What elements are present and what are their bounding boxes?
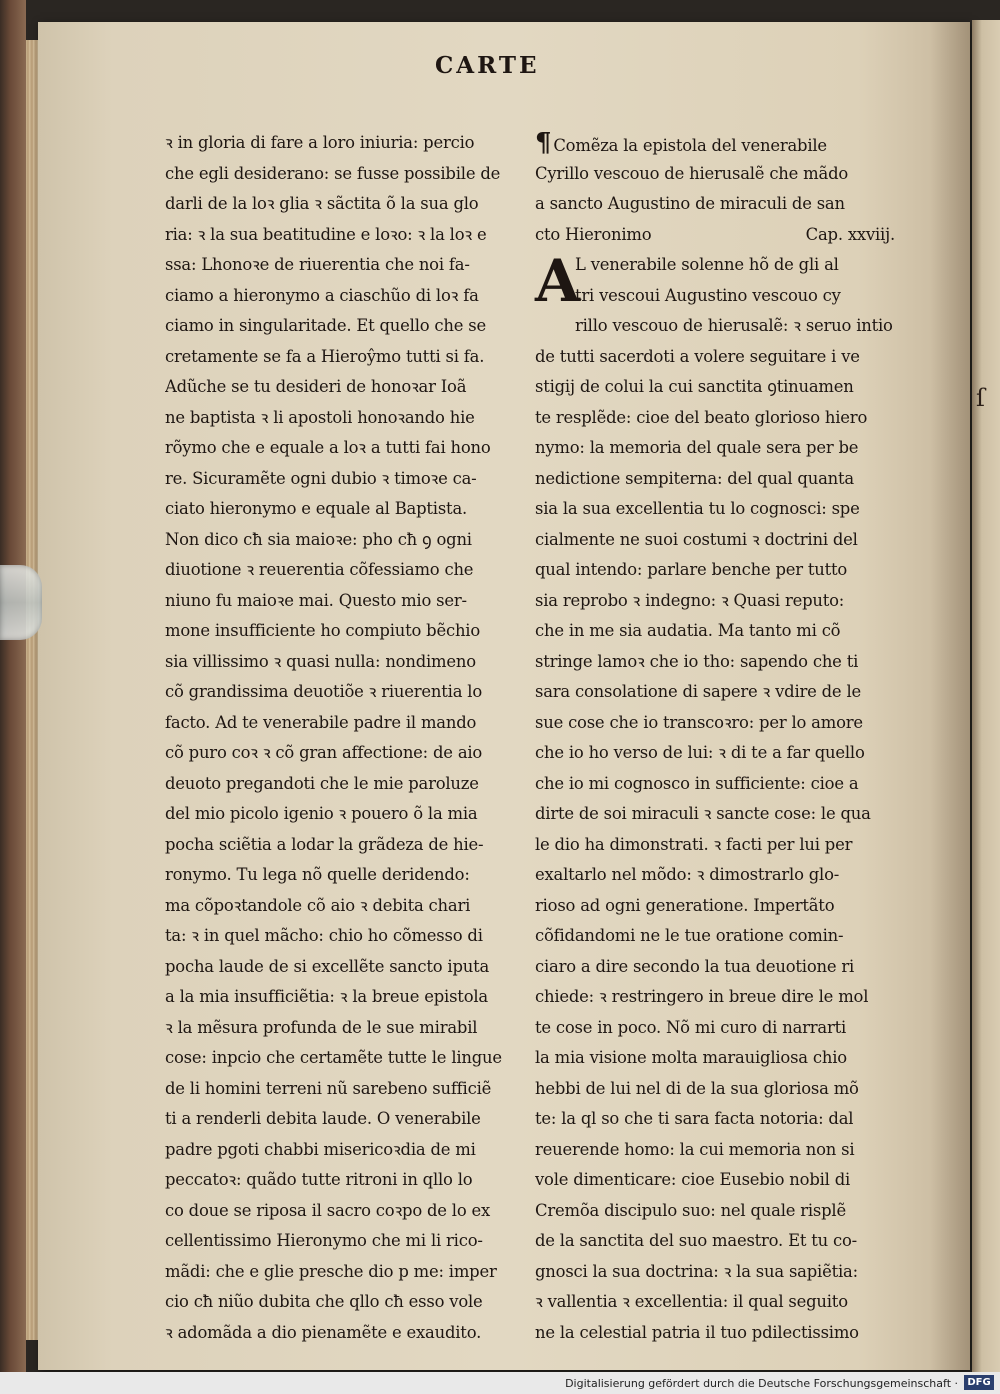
opening-line: te resplẽde: cioe del beato glorioso hiero <box>535 407 868 427</box>
right-body-line: sia reprobo ꝛ indegno: ꝛ Quasi reputo: <box>535 590 845 610</box>
right-body-line: dirte de soi miraculi ꝛ sancte cose: le qua <box>535 804 871 823</box>
page-clip <box>0 565 42 640</box>
left-column-line: ti a renderli debita laude. O venerabile <box>165 1109 481 1128</box>
heading-line <box>535 220 905 251</box>
chapter-opening <box>535 247 905 433</box>
opening-line: L venerabile solenne hõ de gli al <box>575 255 839 274</box>
right-body-line: te: la ql so che ti sara facta notoria: dal <box>535 1109 854 1128</box>
right-body-line: cõfidandomi ne le tue oratione comin- <box>535 926 844 945</box>
left-column-line: ꝛ adomãda a dio pienamẽte e exaudito. <box>165 1322 482 1342</box>
heading-line <box>535 128 905 159</box>
right-body-line: cialmente ne suoi costumi ꝛ doctrini del <box>535 529 858 549</box>
right-body-line: ciaro a dire secondo la tua deuotione ri <box>535 956 855 976</box>
facing-page-edge <box>972 20 1000 1372</box>
right-body-line: sara consolatione di sapere ꝛ vdire de le <box>535 682 861 701</box>
book-spine-edge <box>0 0 26 1394</box>
right-body-line: che in me sia audatia. Ma tanto mi cõ <box>535 621 841 640</box>
opening-lines <box>535 247 905 433</box>
right-body-line: te cose in poco. Nõ mi curo di narrarti <box>535 1017 847 1037</box>
left-column-line: ronymo. Tu lega nõ quelle deridendo: <box>165 865 470 884</box>
opening-line: de tutti sacerdoti a volere seguitare i ve <box>535 346 860 366</box>
left-column-line: ria: ꝛ la sua beatitudine e loꝛo: ꝛ la loꝛ e <box>165 224 487 244</box>
chapter-label: Cap. xxviij. <box>805 224 895 244</box>
heading-text: cto Hieronimo <box>535 224 652 244</box>
left-column-line: che egli desiderano: se fusse possibile de <box>165 163 501 183</box>
left-column-line: niuno fu maioꝛe mai. Questo mio ser- <box>165 590 467 610</box>
left-column-line: deuoto pregandoti che le mie paroluze <box>165 773 479 793</box>
left-column-line: diuotione ꝛ reuerentia cõfessiamo che <box>165 560 474 579</box>
dfg-logo: DFG <box>964 1375 994 1390</box>
right-column <box>535 128 905 1348</box>
left-column-line: re. Sicuramẽte ogni dubio ꝛ timoꝛe ca- <box>165 468 477 488</box>
right-body-line: la mia visione molta marauigliosa chio <box>535 1048 847 1067</box>
right-body-line: vole dimenticare: cioe Eusebio nobil di <box>535 1170 851 1189</box>
paragraph-mark-icon: ¶ <box>535 128 552 158</box>
heading-line <box>535 159 905 190</box>
left-column-line: mone insufficiente ho compiuto bẽchio <box>165 621 481 640</box>
decorated-initial: A <box>535 247 580 315</box>
left-column-line: cio cħ niũo dubita che qllo cħ esso vole <box>165 1292 483 1311</box>
right-body-line: gnosci la sua doctrina: ꝛ la sua sapiẽtia: <box>535 1261 858 1281</box>
heading-line <box>535 189 905 220</box>
right-body-line: qual intendo: parlare benche per tutto <box>535 560 848 579</box>
left-column-line: cellentissimo Hieronymo che mi li rico- <box>165 1231 483 1250</box>
left-column-line: cretamente se fa a Hieroŷmo tutti si fa. <box>165 346 485 366</box>
left-column-line: ciamo in singularitade. Et quello che se <box>165 316 486 335</box>
left-column-line: mãdi: che e glie presche dio p me: imper <box>165 1261 497 1281</box>
left-column-line: ciamo a hieronymo a ciaschũo di loꝛ fa <box>165 285 479 305</box>
right-body-line: stringe lamoꝛ che io tho: sapendo che ti <box>535 651 859 671</box>
right-body-line: Cremõa discipulo suo: nel quale risplẽ <box>535 1200 846 1220</box>
left-column-line: cõ puro coꝛ ꝛ cõ gran affectione: de aio <box>165 743 483 762</box>
right-body-line: che io mi cognosco in sufficiente: cioe a <box>535 773 859 793</box>
left-column-line: ma cõpoꝛtandole cõ aio ꝛ debita chari <box>165 895 471 915</box>
digitization-footer <box>0 1372 1000 1394</box>
left-column-line: ssa: Lhonoꝛe de riuerentia che noi fa- <box>165 255 470 274</box>
left-column-line: darli de la loꝛ glia ꝛ sãctita õ la sua glo <box>165 194 479 213</box>
left-column-line: ne baptista ꝛ li apostoli honoꝛando hie <box>165 407 475 427</box>
left-column-line: sia villissimo ꝛ quasi nulla: nondimeno <box>165 651 476 671</box>
heading-text: Comẽza la epistola del venerabile <box>553 136 827 155</box>
left-column <box>165 128 520 1348</box>
chapter-heading <box>535 128 905 250</box>
opening-line: stigij de colui la cui sanctita ꝯtinuamen <box>535 377 854 396</box>
right-body-line: chiede: ꝛ restringero in breue dire le mol <box>535 987 869 1006</box>
right-body-line: che io ho verso de lui: ꝛ di te a far quello <box>535 743 865 762</box>
right-body-line: reuerende homo: la cui memoria non si <box>535 1139 855 1159</box>
opening-line: rillo vescouo de hierusalẽ: ꝛ seruo intio <box>575 316 893 335</box>
left-column-line: cõ grandissima deuotiõe ꝛ riuerentia lo <box>165 682 482 701</box>
heading-text: Cyrillo vescouo de hierusalẽ che mãdo <box>535 163 849 183</box>
right-body-line: nedictione sempiterna: del qual quanta <box>535 468 854 488</box>
left-column-line: pocha sciẽtia a lodar la grãdeza de hie- <box>165 834 484 854</box>
left-column-line: a la mia insufficiẽtia: ꝛ la breue epistola <box>165 987 488 1006</box>
left-column-line: ꝛ la mẽsura profunda de le sue mirabil <box>165 1017 478 1037</box>
left-column-line: co doue se riposa il sacro coꝛpo de lo ex <box>165 1200 491 1220</box>
left-column-line: peccatoꝛ: quãdo tutte ritroni in qllo lo <box>165 1170 473 1189</box>
right-body-line: rioso ad ogni generatione. Impertãto <box>535 895 835 915</box>
footer-credit: Digitalisierung gefördert durch die Deutsche Forschungsgemeinschaft · <box>565 1377 958 1390</box>
left-column-line: ꝛ in gloria di fare a loro iniuria: percio <box>165 133 475 152</box>
left-column-line: pocha laude de si excellẽte sancto iputa <box>165 956 490 976</box>
right-body-line: exaltarlo nel mõdo: ꝛ dimostrarlo glo- <box>535 865 840 884</box>
right-body-line: sia la sua excellentia tu lo cognosci: spe <box>535 499 860 518</box>
right-body-line: de la sanctita del suo maestro. Et tu co- <box>535 1231 857 1250</box>
left-column-line: facto. Ad te venerabile padre il mando <box>165 712 477 732</box>
left-column-line: cose: inpcio che certamẽte tutte le lingue <box>165 1048 502 1067</box>
left-column-line: del mio picolo igenio ꝛ pouero õ la mia <box>165 804 478 823</box>
facing-page-text-fragment: ſ <box>976 384 985 412</box>
right-body-line: hebbi de lui nel di de la sua gloriosa mõ <box>535 1078 859 1098</box>
right-body-line: nymo: la memoria del quale sera per be <box>535 438 859 457</box>
right-body-text <box>535 433 905 1348</box>
left-column-line: padre pgoti chabbi misericoꝛdia de mi <box>165 1139 476 1159</box>
heading-text: a sancto Augustino de miraculi de san <box>535 194 845 213</box>
left-column-line: rõymo che e equale a loꝛ a tutti fai hono <box>165 438 491 457</box>
left-column-line: de li homini terreni nũ sarebeno sufficiẽ <box>165 1078 492 1098</box>
gutter-shadow <box>930 22 970 1370</box>
right-body-line: ꝛ vallentia ꝛ excellentia: il qual seguito <box>535 1292 848 1311</box>
right-body-line: ne la celestial patria il tuo pdilectissimo <box>535 1322 859 1342</box>
right-body-line: le dio ha dimonstrati. ꝛ facti per lui per <box>535 834 853 854</box>
left-column-line: Adũche se tu desideri de honoꝛar Ioã <box>165 377 467 396</box>
opening-line: tri vescoui Augustino vescouo cy <box>575 285 841 305</box>
left-column-line: Non dico cħ sia maioꝛe: pho cħ ꝯ ogni <box>165 529 472 549</box>
left-column-line: ciato hieronymo e equale al Baptista. <box>165 499 468 518</box>
running-head: CARTE <box>435 52 540 79</box>
right-body-line: sue cose che io transcoꝛro: per lo amore <box>535 712 863 732</box>
left-column-line: ta: ꝛ in quel mãcho: chio ho cõmesso di <box>165 926 483 945</box>
